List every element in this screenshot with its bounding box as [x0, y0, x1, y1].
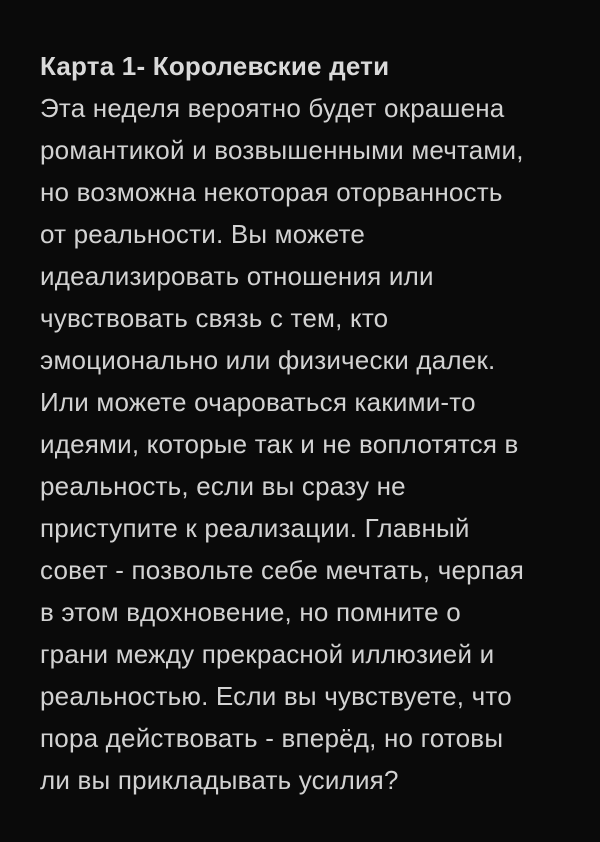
paragraph-line: романтикой и возвышенными мечтами,	[40, 135, 524, 165]
paragraph-line: но возможна некоторая оторванность	[40, 177, 503, 207]
paragraph-line: реальностью. Если вы чувствуете, что	[40, 681, 512, 711]
paragraph-line: пора действовать - вперёд, но готовы	[40, 723, 504, 753]
paragraph-line: совет - позвольте себе мечтать, черпая	[40, 555, 525, 585]
paragraph-line: чувствовать связь с тем, кто	[40, 303, 389, 333]
paragraph-line: идеализировать отношения или	[40, 261, 434, 291]
paragraph-line: грани между прекрасной иллюзией и	[40, 639, 495, 669]
paragraph-line: Эта неделя вероятно будет окрашена	[40, 93, 505, 123]
paragraph-line: от реальности. Вы можете	[40, 219, 365, 249]
card-title: Карта 1- Королевские дети	[40, 51, 390, 81]
paragraph-line: эмоционально или физически далек.	[40, 345, 496, 375]
paragraph-line: приступите к реализации. Главный	[40, 513, 470, 543]
paragraph-line: Или можете очароваться какими-то	[40, 387, 476, 417]
reading-paragraph	[40, 87, 570, 801]
paragraph-line: реальность, если вы сразу не	[40, 471, 406, 501]
paragraph-line: в этом вдохновение, но помните о	[40, 597, 461, 627]
paragraph-line: ли вы прикладывать усилия?	[40, 765, 399, 795]
paragraph-line: идеями, которые так и не воплотятся в	[40, 429, 519, 459]
